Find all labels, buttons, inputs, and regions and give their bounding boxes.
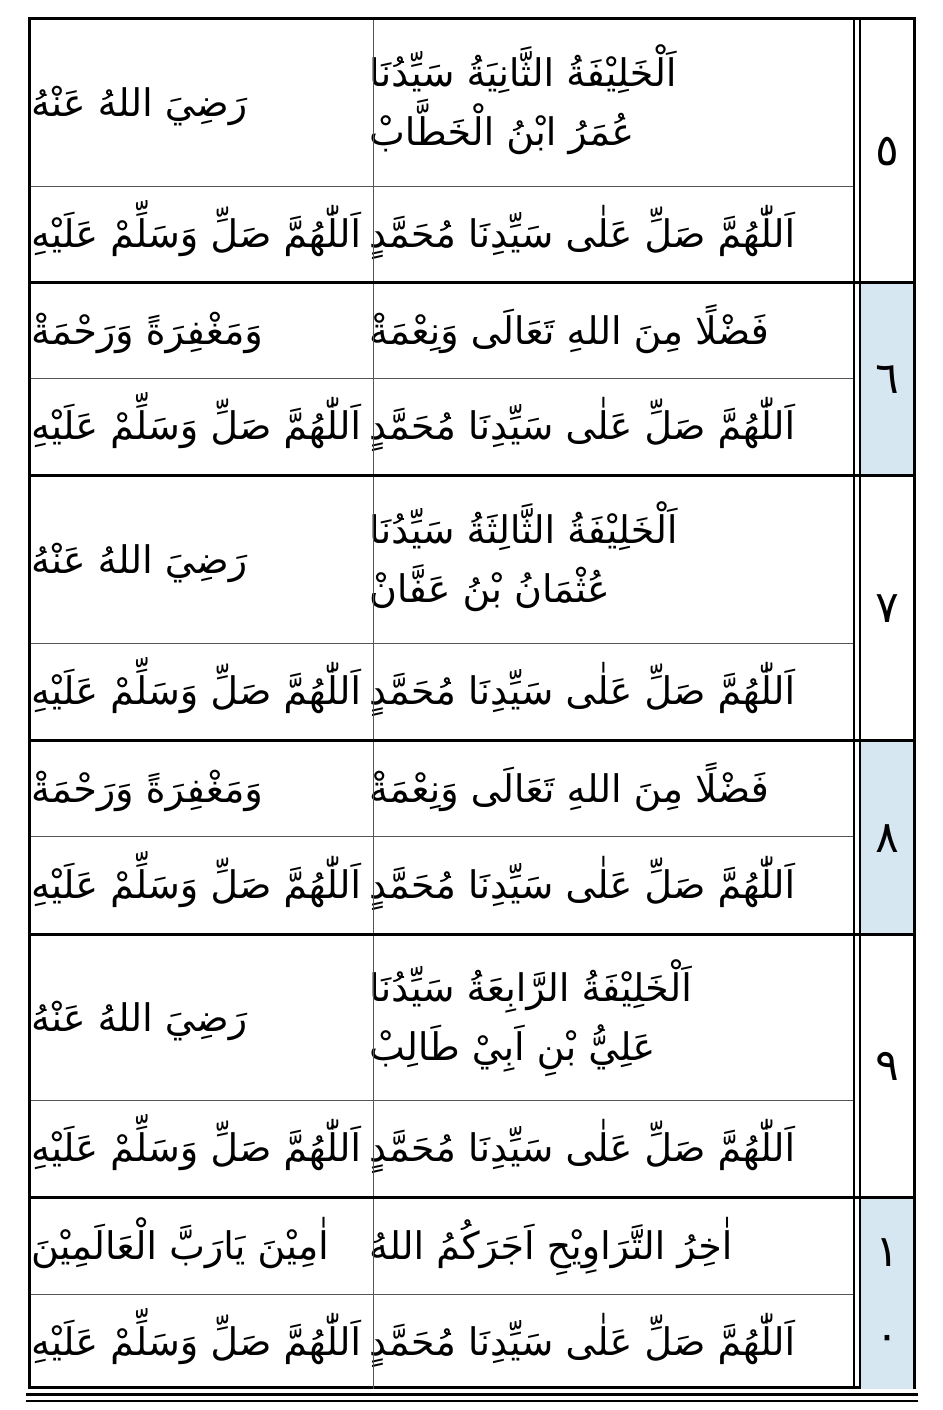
response-text: رَضِيَ اللهُ عَنْهُ (31, 537, 248, 582)
main-text-line: عُمَرُ ابْنُ الْخَطَّابْ (369, 110, 635, 154)
table-block-9 (31, 936, 913, 1199)
main-text-line: اَللّٰهُمَّ صَلِّ عَلٰى سَيِّدِنَا مُحَمَّدٍ (369, 669, 796, 714)
main-text-line: اٰخِرُ التَّرَاوِيْحِ اَجَرَكُمُ اللهُ (369, 1224, 733, 1269)
main-text-cell (369, 644, 853, 739)
main-text-line: عُثْمَانُ بْنُ عَفَّانْ (369, 567, 610, 611)
bottom-double-rule-bottom (26, 1400, 918, 1402)
response-text-cell (31, 379, 374, 474)
table-row (31, 284, 853, 379)
table-block-5 (31, 20, 913, 284)
response-text-cell (31, 187, 374, 281)
response-text-cell (31, 1295, 374, 1389)
row-number-text: ٥ (875, 124, 899, 176)
response-text: اَللّٰهُمَّ صَلِّ وَسَلِّمْ عَلَيْهِ (31, 669, 361, 714)
main-text-line: اَلْخَلِيْفَةُ الثَّانِيَةُ سَيِّدُنَا (369, 51, 677, 96)
response-text: اَللّٰهُمَّ صَلِّ وَسَلِّمْ عَلَيْهِ (31, 211, 361, 256)
response-text: اَللّٰهُمَّ صَلِّ وَسَلِّمْ عَلَيْهِ (31, 862, 361, 907)
row-number-text: ٩ (875, 1040, 899, 1091)
main-text-cell (369, 187, 853, 281)
response-text: اَللّٰهُمَّ صَلِّ وَسَلِّمْ عَلَيْهِ (31, 1319, 361, 1364)
main-text-cell (369, 477, 853, 643)
response-text-cell (31, 284, 374, 378)
response-text-cell (31, 837, 374, 933)
row-number (861, 477, 913, 739)
main-text-cell (369, 379, 853, 474)
response-text: اَللّٰهُمَّ صَلِّ وَسَلِّمْ عَلَيْهِ (31, 404, 361, 449)
prayer-table (28, 17, 916, 1389)
response-text-cell (31, 1199, 374, 1294)
main-text-cell (369, 742, 853, 836)
main-text-line: اَلْخَلِيْفَةُ الرَّابِعَةُ سَيِّدُنَا (369, 966, 692, 1011)
table-block-7 (31, 477, 913, 742)
main-text-cell (369, 936, 853, 1100)
response-text: رَضِيَ اللهُ عَنْهُ (31, 80, 248, 125)
row-number-text: ٧ (875, 582, 899, 633)
table-row (31, 742, 853, 837)
main-text-line: اَلْخَلِيْفَةُ الثَّالِثَةُ سَيِّدُنَا (369, 508, 678, 553)
table-row (31, 1199, 853, 1295)
response-text-cell (31, 936, 374, 1100)
table-row (31, 936, 853, 1101)
row-number (861, 20, 913, 281)
table-block-8 (31, 742, 913, 936)
response-text: اٰمِيْنَ يَارَبَّ الْعَالَمِيْنَ (31, 1224, 329, 1269)
main-text-cell (369, 1101, 853, 1196)
main-text-line: اَللّٰهُمَّ صَلِّ عَلٰى سَيِّدِنَا مُحَمَّدٍ (369, 404, 796, 449)
table-row (31, 20, 853, 187)
row-number-text: ٦ (875, 353, 899, 404)
table-row (31, 1295, 853, 1389)
table-block-10 (31, 1199, 913, 1389)
response-text: وَمَغْفِرَةً وَرَحْمَةْ (31, 766, 263, 811)
main-text-cell (369, 1199, 853, 1294)
table-block-6 (31, 284, 913, 477)
response-text: اَللّٰهُمَّ صَلِّ وَسَلِّمْ عَلَيْهِ (31, 1126, 361, 1171)
main-text-line: اَللّٰهُمَّ صَلِّ عَلٰى سَيِّدِنَا مُحَمَّدٍ (369, 1319, 796, 1364)
main-text-line: اَللّٰهُمَّ صَلِّ عَلٰى سَيِّدِنَا مُحَمَّدٍ (369, 211, 796, 256)
row-number (861, 284, 913, 474)
bottom-double-rule-top (26, 1393, 918, 1396)
response-text: رَضِيَ اللهُ عَنْهُ (31, 995, 248, 1040)
response-text-cell (31, 644, 374, 739)
response-text: وَمَغْفِرَةً وَرَحْمَةْ (31, 308, 263, 353)
row-number (861, 936, 913, 1196)
response-text-cell (31, 1101, 374, 1196)
table-row (31, 1101, 853, 1196)
row-number (861, 1199, 913, 1389)
main-text-line: فَضْلًا مِنَ اللهِ تَعَالَى وَنِعْمَةْ (369, 308, 769, 353)
table-row (31, 379, 853, 474)
row-number-digit: ٠ (875, 1310, 899, 1361)
table-row (31, 837, 853, 933)
row-number-text: ٨ (875, 811, 899, 863)
main-text-cell (369, 284, 853, 378)
main-text-line: اَللّٰهُمَّ صَلِّ عَلٰى سَيِّدِنَا مُحَمَّدٍ (369, 1126, 796, 1171)
response-text-cell (31, 20, 374, 186)
table-row (31, 644, 853, 739)
main-text-line: اَللّٰهُمَّ صَلِّ عَلٰى سَيِّدِنَا مُحَمَّدٍ (369, 862, 796, 907)
row-number (861, 742, 913, 933)
main-text-cell (369, 837, 853, 933)
response-text-cell (31, 742, 374, 836)
table-row (31, 187, 853, 281)
main-text-line: عَلِيُّ بْنِ اَبِيْ طَالِبْ (369, 1025, 656, 1069)
main-text-cell (369, 20, 853, 186)
main-text-line: فَضْلًا مِنَ اللهِ تَعَالَى وَنِعْمَةْ (369, 766, 769, 811)
row-number-digit: ١ (875, 1226, 899, 1277)
response-text-cell (31, 477, 374, 643)
main-text-cell (369, 1295, 853, 1389)
table-row (31, 477, 853, 644)
